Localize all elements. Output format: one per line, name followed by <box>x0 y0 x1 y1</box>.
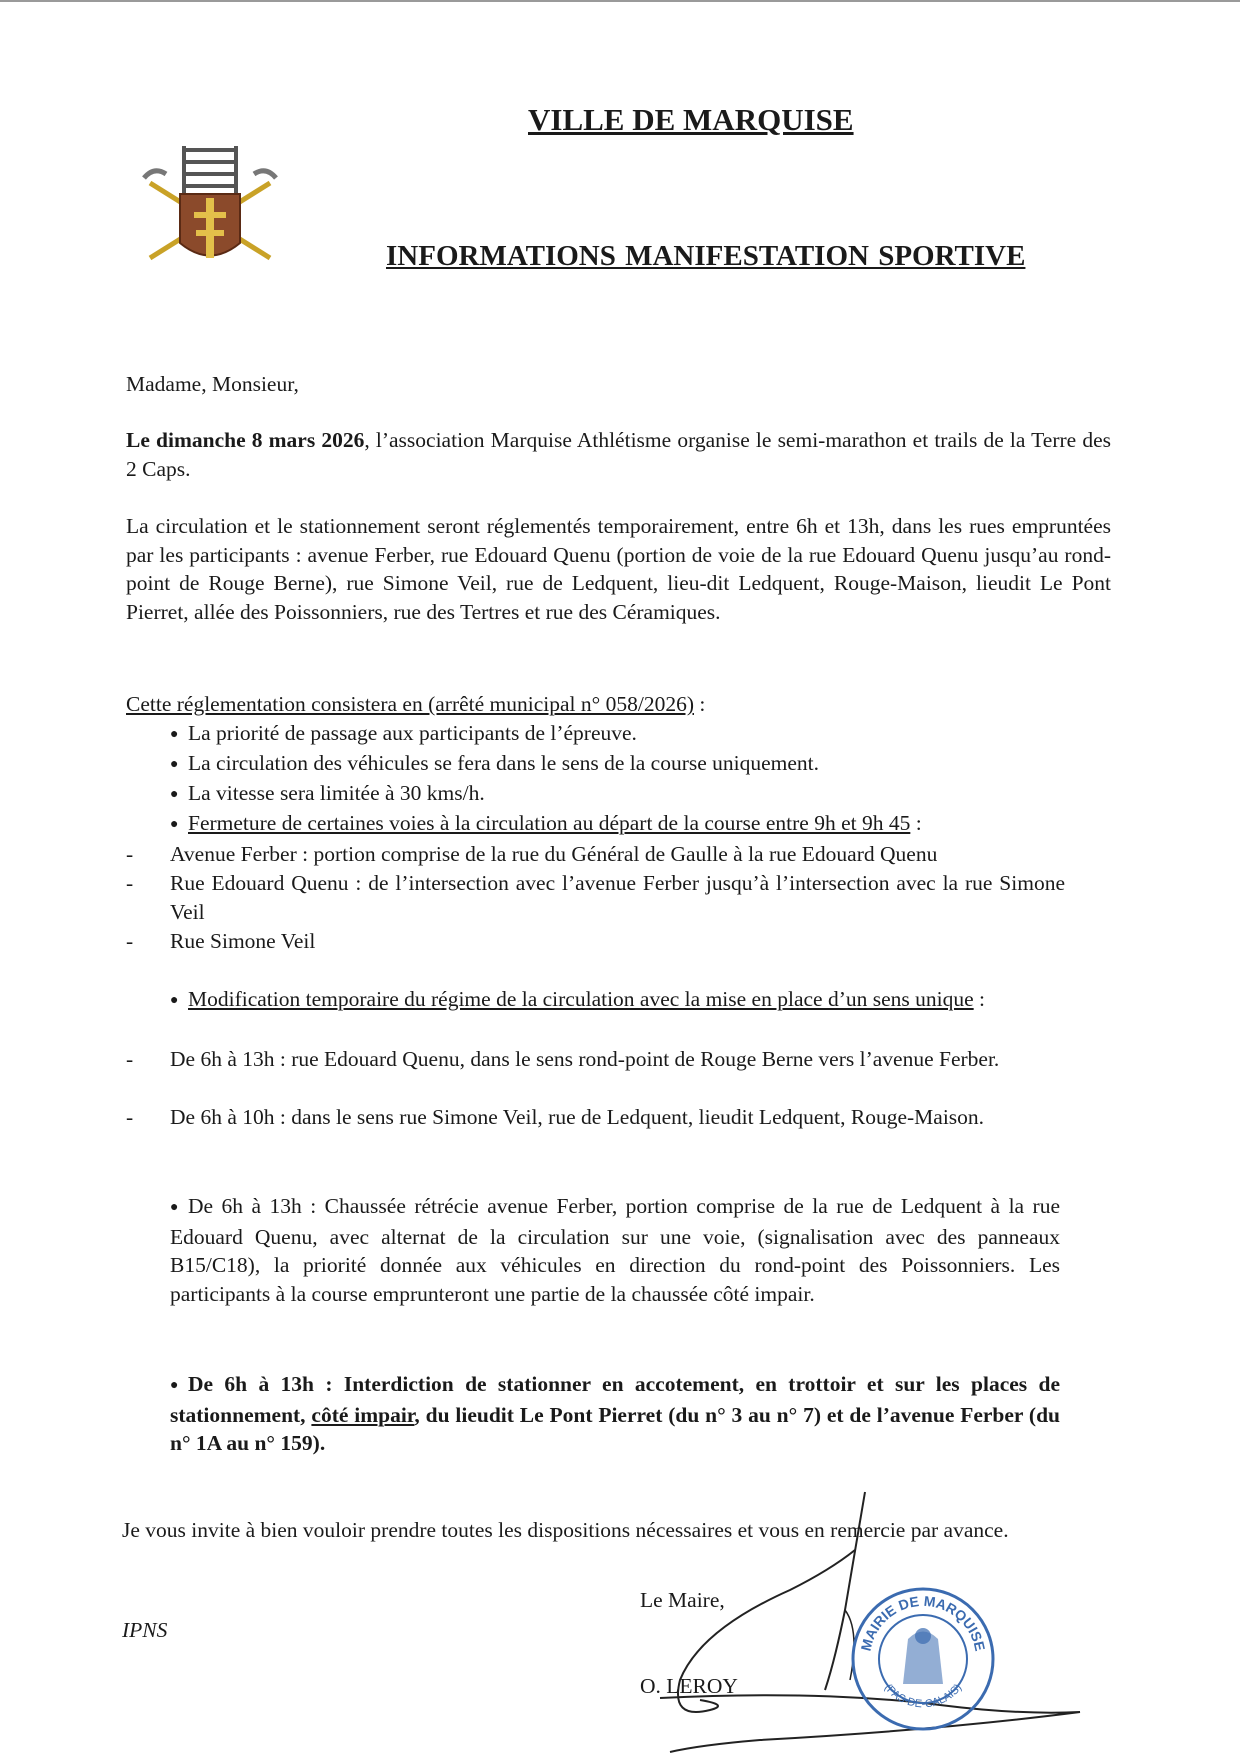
stamp-bottom-text: (PAS-DE-CALAIS) <box>881 1681 965 1711</box>
narrowing-paragraph <box>170 1192 1060 1308</box>
narrowing-text: De 6h à 13h : Chaussée rétrécie avenue Ferber, portion comprise de la rue de Ledquent à la rue Edouard Quenu, avec alternat de la circulation sur une voie, (signalisation avec des panneaux B15/C18), la priorité donnée aux véhicules en direction du rond-point des Poissonniers. Les participants à la course emprunteront une partie de la chaussée côté impair. <box>170 1194 1060 1306</box>
bullet-icon: ● <box>170 1200 179 1215</box>
list-item <box>170 719 637 750</box>
event-description: , l’association Marquise Athlétisme organise le semi-marathon et trails de la Terre des 2 Caps. <box>126 428 1111 481</box>
closure-text: Rue Edouard Quenu : de l’intersection avec l’avenue Ferber jusqu’à l’intersection avec la rue Simone Veil <box>170 871 1065 924</box>
bullet-icon: ● <box>170 1378 179 1393</box>
bullet-icon: ● <box>170 757 179 772</box>
regulation-intro-text: Cette réglementation consistera en (arrêté municipal n° 058/2026) <box>126 692 694 716</box>
bullet-icon: ● <box>170 787 179 802</box>
oneway-text: De 6h à 10h : dans le sens rue Simone Veil, rue de Ledquent, lieudit Ledquent, Rouge-Maison. <box>170 1105 985 1129</box>
regulation-paragraph: La circulation et le stationnement seront réglementés temporairement, entre 6h et 13h, dans les rues empruntées par les participants : avenue Ferber, rue Edouard Quenu (portion de voie de la rue Edouard Quenu jusqu’au rond-point de Rouge Berne), rue Simone Veil, rue de Ledquent, lieu-dit Ledquent, Rouge-Maison, lieudit Le Pont Pierret, allée des Poissonniers, rue des Tertres et rue des Céramiques. <box>126 514 1111 624</box>
bullet-icon: ● <box>170 817 179 832</box>
closure-text: Avenue Ferber : portion comprise de la rue du Général de Gaulle à la rue Edouard Quenu <box>170 842 938 866</box>
bullet-icon: ● <box>170 993 179 1008</box>
bullet-icon: ● <box>170 727 179 742</box>
bullet-text: La circulation des véhicules se fera dans le sens de la course uniquement. <box>188 751 820 775</box>
svg-text:(PAS-DE-CALAIS) <box>882 1682 964 1710</box>
closure-text: Rue Simone Veil <box>170 929 316 953</box>
dash-icon: - <box>126 929 134 953</box>
coat-of-arms-icon <box>140 138 280 273</box>
page-subtitle: INFORMATIONS MANIFESTATION SPORTIVE <box>386 240 1026 272</box>
event-paragraph <box>126 426 1111 483</box>
mairie-stamp-icon <box>848 1584 998 1734</box>
bullet-text: La vitesse sera limitée à 30 kms/h. <box>188 781 485 805</box>
oneway-heading-text: Modification temporaire du régime de la circulation avec la mise en place d’un sens unique <box>188 987 974 1011</box>
closing-paragraph: Je vous invite à bien vouloir prendre toutes les dispositions nécessaires et vous en remercie par avance. <box>122 1517 1009 1542</box>
dash-icon: - <box>126 842 134 866</box>
closure-heading <box>170 809 922 840</box>
dash-icon: - <box>126 1047 134 1071</box>
ipns-label: IPNS <box>122 1618 168 1642</box>
closure-heading-colon: : <box>910 811 922 835</box>
mayor-name: O. LEROY <box>640 1674 738 1698</box>
stamp-top-text: MAIRIE DE MARQUISE <box>857 1592 989 1653</box>
oneway-heading <box>170 985 1060 1016</box>
parking-paragraph <box>170 1370 1060 1458</box>
closure-heading-text: Fermeture de certaines voies à la circulation au départ de la course entre 9h et 9h 45 <box>188 811 911 835</box>
mayor-title: Le Maire, <box>640 1588 725 1612</box>
list-item <box>170 779 485 810</box>
regulation-intro <box>126 690 1111 719</box>
dash-icon: - <box>126 871 134 895</box>
parking-text-start: De 6h à 13h : Interdiction de stationner en accotement, en trottoir et sur les places de stationnement, <box>170 1372 1060 1427</box>
salutation: Madame, Monsieur, <box>126 372 299 396</box>
bullet-text: La priorité de passage aux participants de l’épreuve. <box>188 721 637 745</box>
parking-text-underlined: côté impair <box>311 1402 415 1427</box>
parking-text-end: , du lieudit Le Pont Pierret (du n° 3 au n° 7) et de l’avenue Ferber (du n° 1A au n° 159). <box>170 1402 1060 1456</box>
oneway-heading-colon: : <box>973 987 986 1011</box>
regulation-intro-colon: : <box>694 692 706 716</box>
scan-edge <box>0 0 1240 2</box>
dash-icon: - <box>126 1105 134 1129</box>
event-date: Le dimanche 8 mars 2026 <box>126 428 365 452</box>
list-item <box>170 749 819 780</box>
page-title: VILLE DE MARQUISE <box>528 102 854 137</box>
oneway-text: De 6h à 13h : rue Edouard Quenu, dans le sens rond-point de Rouge Berne vers l’avenue Ferber. <box>170 1047 1000 1071</box>
